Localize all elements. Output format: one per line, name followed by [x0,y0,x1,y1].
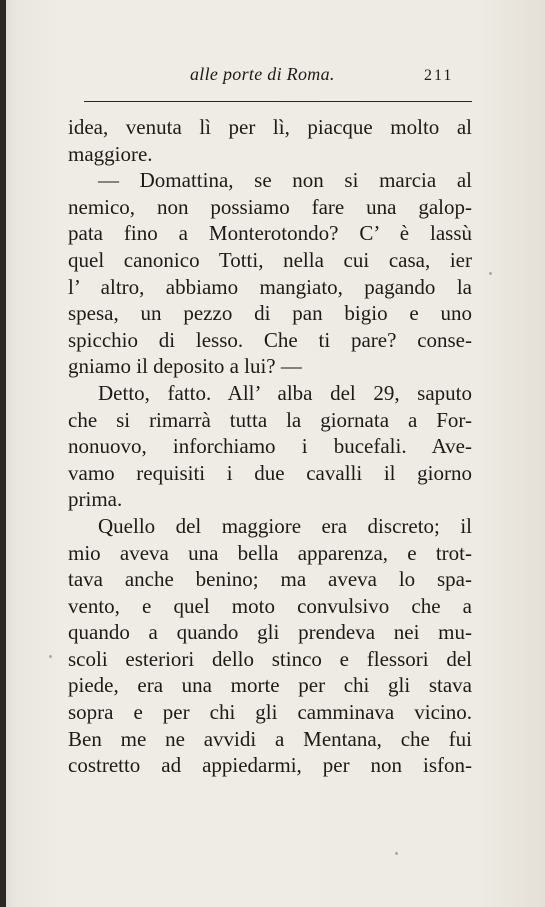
text-line: mio aveva una bella apparenza, e trot- [68,540,472,565]
body-text [68,114,472,779]
running-title: alle porte di Roma. [190,64,335,84]
text-line: tava anche benino; ma aveva lo spa- [68,567,472,592]
text-line: piede, era una morte per chi gli stava [68,673,472,698]
text-line: che si rimarrà tutta la giornata a For- [68,407,472,432]
page-number: 211 [424,67,454,84]
text-line: prima. [68,487,123,512]
text-line: quel canonico Totti, nella cui casa, ier [68,247,472,272]
text-line: Ben me ne avvidi a Mentana, che fui [68,726,472,751]
binding-edge [0,0,6,907]
text-line: gniamo il deposito a lui? — [68,354,302,379]
text-line: — Domattina, se non si marcia al [98,168,472,193]
paper-speck [489,272,492,275]
text-line: pata fino a Monterotondo? C’ è lassù [68,221,472,246]
text-line: Quello del maggiore era discreto; il [98,513,472,538]
text-line: spicchio di lesso. Che ti pare? conse- [68,327,472,352]
paper-speck [395,852,398,855]
text-line: vento, e quel moto convulsivo che a [68,593,472,618]
text-line: nemico, non possiamo fare una galop- [68,194,472,219]
text-line: idea, venuta lì per lì, piacque molto al [68,115,472,139]
text-line: sopra e per chi gli camminava vicino. [68,700,472,725]
text-line: Detto, fatto. All’ alba del 29, saputo [98,380,472,405]
paper-speck [49,655,52,658]
text-line: scoli esteriori dello stinco e flessori del [68,646,472,671]
text-line: nonuovo, inforchiamo i bucefali. Ave- [68,434,472,459]
text-line: spesa, un pezzo di pan bigio e uno [68,301,472,326]
text-line: maggiore. [68,141,153,166]
text-line: quando a quando gli prendeva nei mu- [68,620,472,645]
text-line: vamo requisiti i due cavalli il giorno [68,460,472,485]
page-header [0,60,545,90]
text-line: costretto ad appiedarmi, per non isfon- [68,753,472,778]
header-rule [84,101,472,102]
text-line: l’ altro, abbiamo mangiato, pagando la [68,274,472,299]
